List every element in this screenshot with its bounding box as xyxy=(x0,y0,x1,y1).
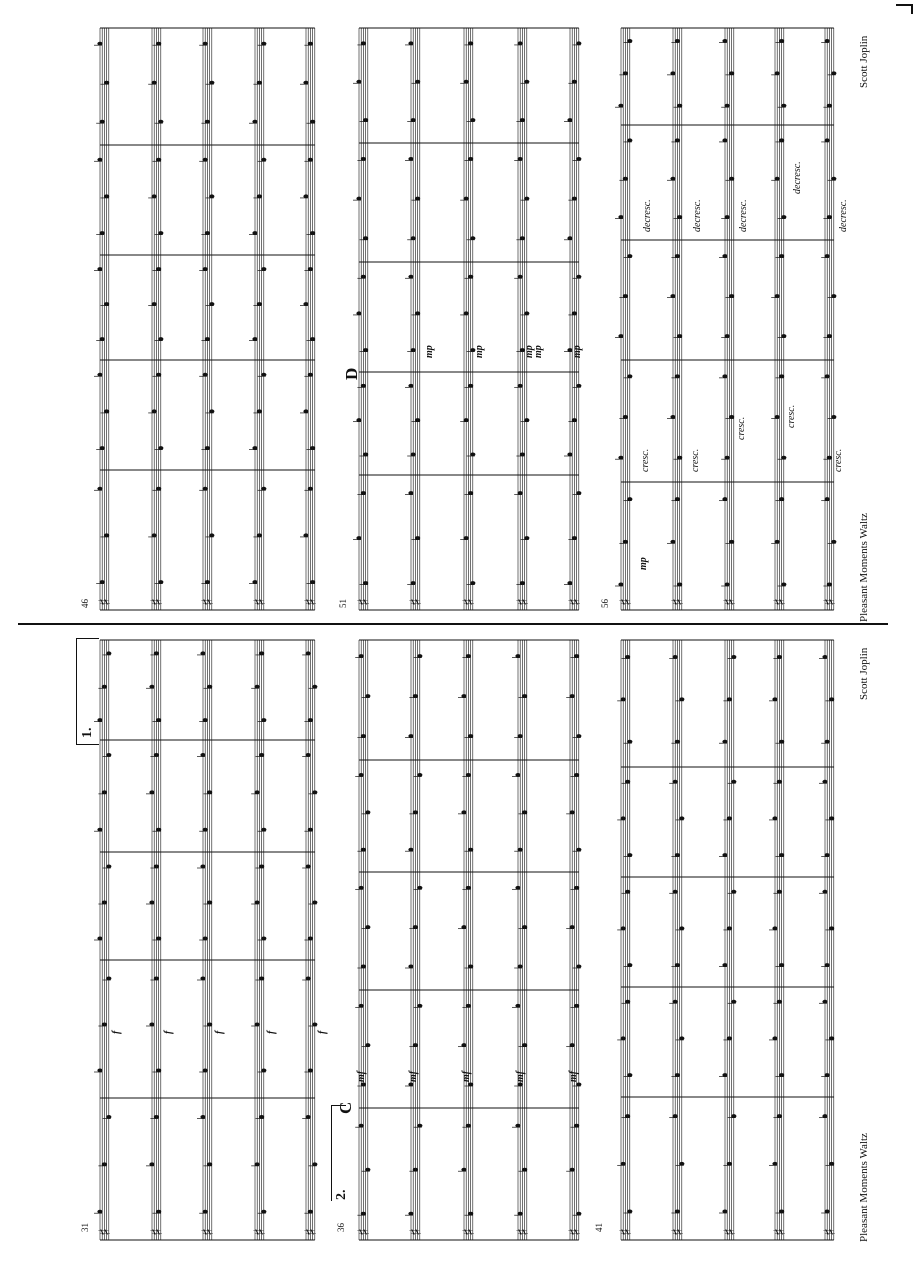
dynamic-f: f xyxy=(317,1030,328,1034)
clef-icon: ♯ xyxy=(616,1228,635,1236)
clef-icon: ♯ xyxy=(459,598,478,606)
clef-icon: ♯ xyxy=(770,598,789,606)
clef-icon: ♯ xyxy=(459,1228,478,1236)
ending-1-label: 1. xyxy=(80,727,95,738)
dynamic-f: f xyxy=(163,1030,174,1034)
clef-icon: ♯ xyxy=(406,598,425,606)
clef-icon: ♯ xyxy=(95,598,114,606)
clef-icon: ♯ xyxy=(198,1228,217,1236)
clef-icon: ♯ xyxy=(668,1228,687,1236)
dynamic-mf: mf xyxy=(408,1070,419,1082)
decresc-marking: decresc. xyxy=(792,161,803,194)
clef-icon: ♯ xyxy=(668,598,687,606)
ending-2-box xyxy=(331,1105,346,1201)
cresc-marking: cresc. xyxy=(736,416,747,440)
measure-number-46: 46 xyxy=(80,599,90,608)
clef-icon: ♯ xyxy=(820,1228,839,1236)
rehearsal-mark-D: D xyxy=(342,367,361,380)
clef-icon: ♯ xyxy=(250,1228,269,1236)
clef-icon: ♯ xyxy=(406,1228,425,1236)
dynamic-mp: mp xyxy=(533,345,544,358)
dynamic-f: f xyxy=(266,1030,277,1034)
measure-number-41: 41 xyxy=(594,1223,604,1232)
footer-composer-right: Scott Joplin xyxy=(858,35,870,88)
clef-icon: ♯ xyxy=(770,1228,789,1236)
dynamic-mp: mp xyxy=(474,345,485,358)
measure-number-51: 51 xyxy=(338,599,348,608)
clef-icon: ♯ xyxy=(198,598,217,606)
decresc-marking: decresc. xyxy=(738,199,749,232)
clef-icon: ♯ xyxy=(301,598,320,606)
dynamic-mf: mf xyxy=(461,1070,472,1082)
cresc-marking: cresc. xyxy=(786,404,797,428)
measure-number-31: 31 xyxy=(80,1223,90,1232)
dynamic-mf: mf xyxy=(356,1070,367,1082)
measure-number-56: 56 xyxy=(600,599,610,608)
clef-icon: ♯ xyxy=(95,1228,114,1236)
dynamic-mp: mp xyxy=(424,345,435,358)
decresc-marking: decresc. xyxy=(692,199,703,232)
dynamic-mf: mf xyxy=(568,1070,579,1082)
dynamic-mp: mp xyxy=(524,345,535,358)
footer-composer-left: Scott Joplin xyxy=(858,647,870,700)
clef-icon: ♯ xyxy=(565,598,584,606)
footer-title-right: Pleasant Moments Waltz xyxy=(858,513,870,622)
measure-number-36: 36 xyxy=(336,1223,346,1232)
clef-icon: ♯ xyxy=(354,1228,373,1236)
ending-2-label: 2. xyxy=(334,1189,349,1200)
clef-icon: ♯ xyxy=(147,1228,166,1236)
clef-icon: ♯ xyxy=(354,598,373,606)
clef-icon: ♯ xyxy=(820,598,839,606)
cresc-marking: cresc. xyxy=(690,448,701,472)
footer-title-left: Pleasant Moments Waltz xyxy=(858,1133,870,1242)
clef-icon: ♯ xyxy=(616,598,635,606)
clef-icon: ♯ xyxy=(147,598,166,606)
dynamic-f: f xyxy=(214,1030,225,1034)
cresc-marking: cresc. xyxy=(640,448,651,472)
clef-icon: ♯ xyxy=(720,1228,739,1236)
clef-icon: ♯ xyxy=(720,598,739,606)
clef-icon: ♯ xyxy=(513,1228,532,1236)
clef-icon: ♯ xyxy=(301,1228,320,1236)
clef-icon: ♯ xyxy=(250,598,269,606)
clef-icon: ♯ xyxy=(513,598,532,606)
cresc-marking: cresc. xyxy=(833,448,844,472)
rehearsal-mark-C: C xyxy=(336,1101,355,1114)
page-divider xyxy=(18,623,888,625)
dynamic-mf: mf xyxy=(515,1070,526,1082)
clef-icon: ♯ xyxy=(565,1228,584,1236)
dynamic-f: f xyxy=(111,1030,122,1034)
corner-mark-vertical xyxy=(911,4,913,14)
dynamic-mp: mp xyxy=(572,345,583,358)
decresc-marking: decresc. xyxy=(642,199,653,232)
dynamic-mp: mp xyxy=(638,557,649,570)
decresc-marking: decresc. xyxy=(838,199,849,232)
